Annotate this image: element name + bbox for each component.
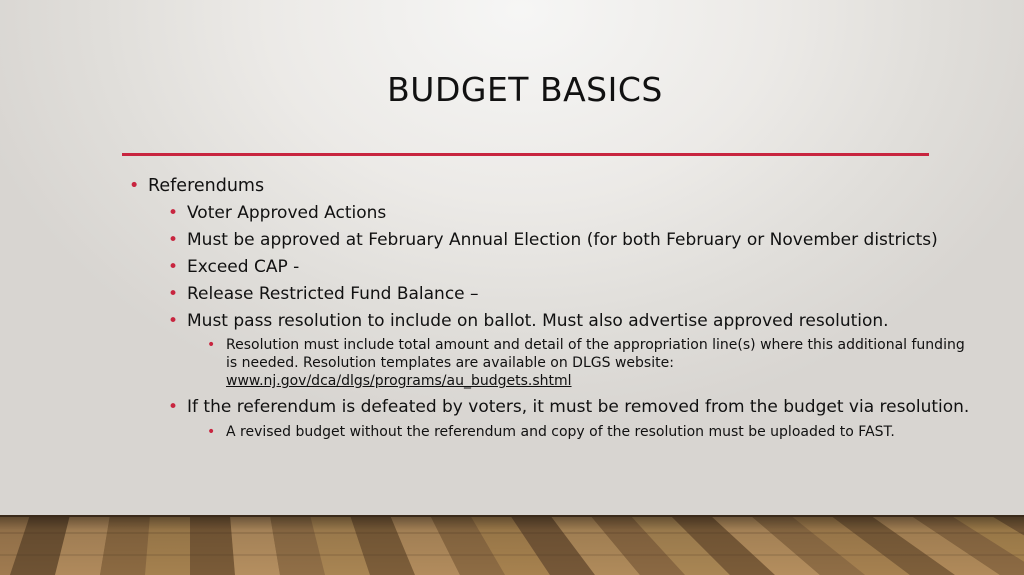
slide-title: BUDGET BASICS xyxy=(387,70,663,109)
dlgs-website-link[interactable]: www.nj.gov/dca/dlgs/programs/au_budgets.shtml xyxy=(226,373,572,389)
bullet-exceed-cap: Exceed CAP - xyxy=(187,257,300,277)
bullet-icon: • xyxy=(168,203,179,223)
sub-bullet-resolution-line-2: is needed. Resolution templates are available on DLGS website: xyxy=(226,355,674,371)
bullet-referendums: Referendums xyxy=(148,176,265,196)
bullet-icon: • xyxy=(207,337,216,353)
bullet-icon: • xyxy=(168,284,179,304)
bullet-icon: • xyxy=(129,176,140,196)
bullet-icon: • xyxy=(207,424,216,440)
sub-bullet-resolution-line-1: Resolution must include total amount and detail of the appropriation line(s) where this additional funding xyxy=(226,337,965,353)
wood-floor-image xyxy=(0,515,1024,575)
bullet-february-election: Must be approved at February Annual Election (for both February or November districts) xyxy=(187,230,938,250)
bullet-icon: • xyxy=(168,397,179,417)
bullet-icon: • xyxy=(168,311,179,331)
bullet-icon: • xyxy=(168,257,179,277)
bullet-voter-approved: Voter Approved Actions xyxy=(187,203,387,223)
bullet-pass-resolution: Must pass resolution to include on ballot. Must also advertise approved resolution. xyxy=(187,311,889,331)
bullet-referendum-defeated: If the referendum is defeated by voters, it must be removed from the budget via resolution. xyxy=(187,397,970,417)
bullet-release-fund-balance: Release Restricted Fund Balance – xyxy=(187,284,479,304)
sub-bullet-revised-budget: A revised budget without the referendum and copy of the resolution must be uploaded to FAST. xyxy=(226,424,895,440)
bullet-icon: • xyxy=(168,230,179,250)
